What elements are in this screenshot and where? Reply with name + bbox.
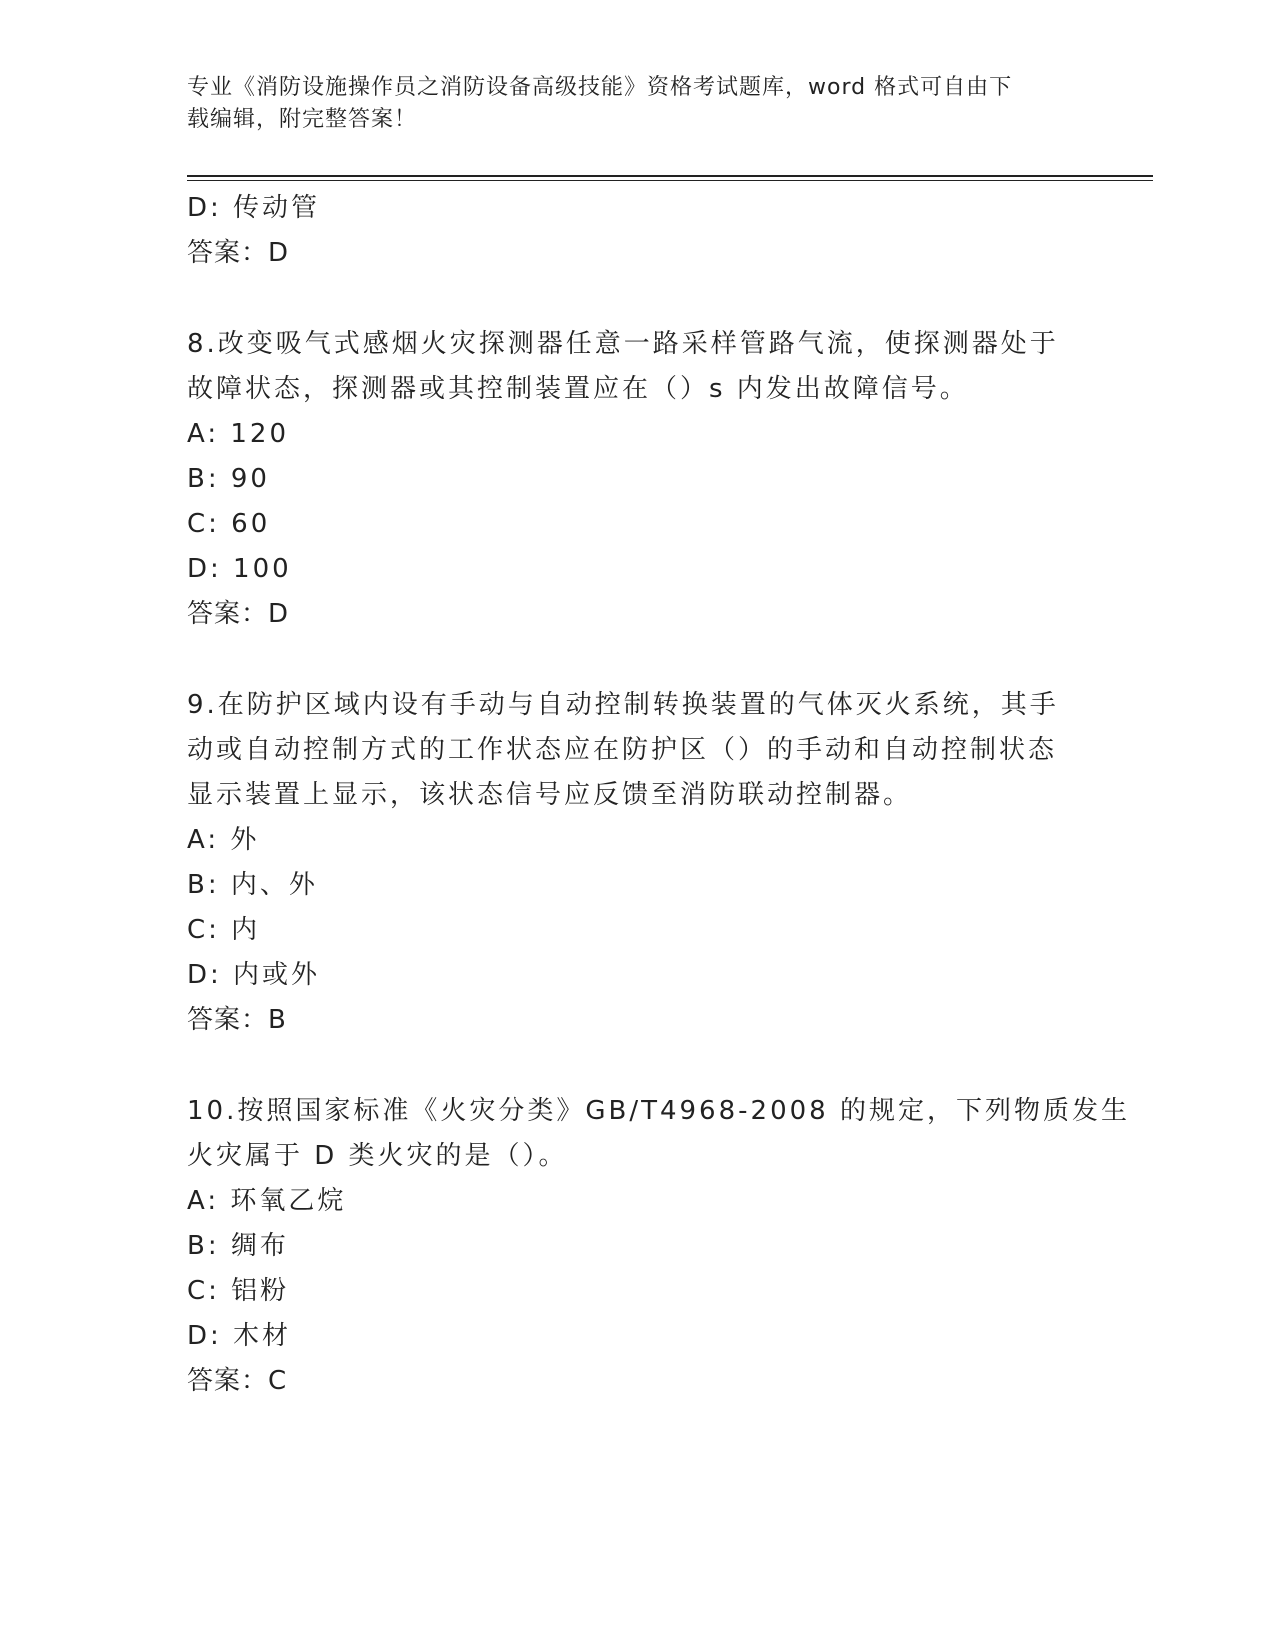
answer-line: 答案：C [187, 1366, 288, 1396]
option-a: A: 环氧乙烷 [187, 1186, 347, 1216]
option-c: C: 60 [187, 509, 271, 539]
option-b: B: 绸布 [187, 1231, 289, 1261]
question-stem: 故障状态，探测器或其控制装置应在（）s 内发出故障信号。 [187, 374, 969, 404]
question-8 [187, 322, 1087, 637]
option-c: C: 铝粉 [187, 1276, 290, 1306]
question-stem: 10.按照国家标准《火灾分类》GB/T4968-2008 的规定，下列物质发生 [187, 1096, 1130, 1126]
question-stem: 显示装置上显示，该状态信号应反馈至消防联动控制器。 [187, 780, 913, 810]
header-divider [187, 175, 1153, 177]
option-d: D: 100 [187, 554, 292, 584]
header-line-2: 载编辑，附完整答案！ [187, 107, 418, 132]
answer-line: 答案：D [187, 599, 290, 629]
option-d: D: 内或外 [187, 960, 321, 990]
question-9 [187, 683, 1087, 1043]
question-content [187, 186, 1130, 1404]
question-stem: 动或自动控制方式的工作状态应在防护区（）的手动和自动控制状态 [187, 735, 1058, 765]
header-divider-thin [187, 180, 1153, 181]
spacer [187, 1043, 1087, 1089]
option-a: A: 120 [187, 419, 289, 449]
header-line-1: 专业《消防设施操作员之消防设备高级技能》资格考试题库，word 格式可自由下 [187, 75, 1013, 100]
option-c: C: 内 [187, 915, 261, 945]
option-d: D: 木材 [187, 1321, 292, 1351]
question-stem: 9.在防护区域内设有手动与自动控制转换装置的气体灭火系统，其手 [187, 690, 1059, 720]
option-a: A: 外 [187, 825, 260, 855]
question-stem: 8.改变吸气式感烟火灾探测器任意一路采样管路气流，使探测器处于 [187, 329, 1059, 359]
spacer [187, 276, 1087, 322]
question-stem: 火灾属于 D 类火灾的是（）。 [187, 1141, 568, 1171]
spacer [187, 637, 1087, 683]
option-b: B: 内、外 [187, 870, 318, 900]
answer-line: 答案：B [187, 1005, 287, 1035]
option-d: D: 传动管 [187, 193, 321, 223]
question-10 [187, 1089, 1130, 1404]
document-header [187, 72, 1067, 136]
answer-line: 答案：D [187, 238, 290, 268]
option-b: B: 90 [187, 464, 270, 494]
